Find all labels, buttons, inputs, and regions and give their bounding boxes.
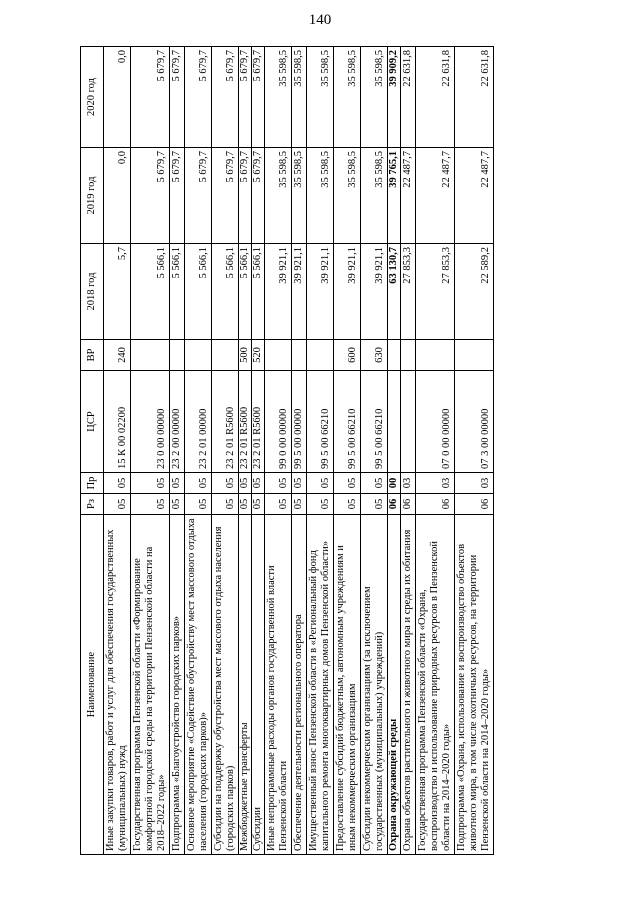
cell-vr [265, 340, 292, 371]
table-body [104, 47, 494, 855]
table-row [292, 47, 307, 855]
cell-csr: 07 3 00 00000 [455, 371, 494, 473]
cell-pr: 05 [361, 473, 388, 494]
budget-table [80, 46, 494, 855]
cell-vr [185, 340, 212, 371]
cell-2019: 35 598,5 [307, 148, 334, 244]
cell-name: Основное мероприятие «Содействие обустройству мест массового отдыха населения (городских парков)» [185, 515, 212, 855]
cell-2018: 39 921,1 [361, 244, 388, 340]
cell-2020: 35 598,5 [265, 47, 292, 148]
cell-2018: 5 566,1 [252, 244, 265, 340]
cell-name: Межбюджетные трансферты [239, 515, 252, 855]
cell-pr: 05 [104, 473, 131, 494]
cell-2020: 5 679,7 [239, 47, 252, 148]
cell-csr: 23 2 01 R5600 [212, 371, 239, 473]
table-row [334, 47, 361, 855]
cell-rz: 05 [292, 494, 307, 515]
cell-rz: 05 [361, 494, 388, 515]
cell-csr: 99 5 00 66210 [334, 371, 361, 473]
header-2020: 2020 год [81, 47, 104, 148]
cell-csr: 99 5 00 00000 [292, 371, 307, 473]
cell-2020: 35 598,5 [334, 47, 361, 148]
cell-2019: 35 598,5 [334, 148, 361, 244]
cell-vr: 520 [252, 340, 265, 371]
cell-2018: 5 566,1 [185, 244, 212, 340]
cell-name: Предоставление субсидий бюджетным, автономным учреждениям и иным некоммерческим организациям [334, 515, 361, 855]
cell-vr: 500 [239, 340, 252, 371]
cell-pr: 03 [455, 473, 494, 494]
cell-2019: 22 487,7 [401, 148, 416, 244]
cell-2018: 5 566,1 [131, 244, 170, 340]
cell-csr: 23 2 01 R5600 [239, 371, 252, 473]
table-row [455, 47, 494, 855]
cell-2019: 35 598,5 [292, 148, 307, 244]
cell-2018: 5 566,1 [239, 244, 252, 340]
cell-name: Имущественный взнос Пензенской области в «Региональный фонд капитального ремонта многоквартирных домов Пензенской области» [307, 515, 334, 855]
cell-2019: 35 598,5 [361, 148, 388, 244]
header-csr: ЦСР [81, 371, 104, 473]
cell-2018: 5 566,1 [170, 244, 185, 340]
cell-rz: 05 [265, 494, 292, 515]
cell-csr: 99 5 00 66210 [361, 371, 388, 473]
cell-vr [401, 340, 416, 371]
cell-vr [307, 340, 334, 371]
cell-csr: 23 0 00 00000 [131, 371, 170, 473]
cell-pr: 05 [170, 473, 185, 494]
header-rz: Рз [81, 494, 104, 515]
cell-rz: 05 [131, 494, 170, 515]
cell-2018: 5 566,1 [212, 244, 239, 340]
cell-vr [131, 340, 170, 371]
cell-csr: 23 2 01 R5600 [252, 371, 265, 473]
cell-pr: 05 [212, 473, 239, 494]
cell-rz: 06 [401, 494, 416, 515]
cell-2019: 35 598,5 [265, 148, 292, 244]
cell-vr [388, 340, 401, 371]
cell-rz: 05 [252, 494, 265, 515]
cell-pr: 03 [416, 473, 455, 494]
cell-name: Субсидии некоммерческим организациям (за исключением государственных (муниципальных) учреждений) [361, 515, 388, 855]
table-row [170, 47, 185, 855]
cell-2019: 5 679,7 [170, 148, 185, 244]
cell-vr [292, 340, 307, 371]
cell-csr [401, 371, 416, 473]
cell-2020: 5 679,7 [131, 47, 170, 148]
cell-2020: 5 679,7 [185, 47, 212, 148]
cell-2018: 39 921,1 [265, 244, 292, 340]
cell-2020: 0,0 [104, 47, 131, 148]
cell-rz: 05 [239, 494, 252, 515]
cell-pr: 05 [334, 473, 361, 494]
cell-csr: 23 2 00 00000 [170, 371, 185, 473]
cell-csr: 99 0 00 00000 [265, 371, 292, 473]
cell-csr: 23 2 01 00000 [185, 371, 212, 473]
cell-2018: 27 853,3 [401, 244, 416, 340]
cell-vr [212, 340, 239, 371]
cell-pr: 05 [252, 473, 265, 494]
table-header-row [81, 47, 104, 855]
cell-rz: 05 [212, 494, 239, 515]
cell-csr: 99 5 00 66210 [307, 371, 334, 473]
cell-name: Иные закупки товаров, работ и услуг для обеспечения государственных (муниципальных) нужд [104, 515, 131, 855]
rotated-table-container [80, 47, 632, 855]
cell-2019: 39 765,1 [388, 148, 401, 244]
cell-2018: 39 921,1 [334, 244, 361, 340]
cell-2018: 22 589,2 [455, 244, 494, 340]
cell-rz: 05 [170, 494, 185, 515]
cell-vr: 630 [361, 340, 388, 371]
header-vr: ВР [81, 340, 104, 371]
table-row [185, 47, 212, 855]
cell-2020: 22 631,8 [416, 47, 455, 148]
cell-pr: 05 [265, 473, 292, 494]
cell-2020: 22 631,8 [455, 47, 494, 148]
table-row [239, 47, 252, 855]
table-row [307, 47, 334, 855]
table-row [131, 47, 170, 855]
cell-rz: 05 [307, 494, 334, 515]
cell-name: Государственная программа Пензенской области «Формирование комфортной городской среды на территории Пензенской области на 2018–2022 годы» [131, 515, 170, 855]
header-name: Наименование [81, 515, 104, 855]
cell-2019: 22 487,7 [455, 148, 494, 244]
cell-vr [170, 340, 185, 371]
cell-pr: 05 [292, 473, 307, 494]
cell-vr [416, 340, 455, 371]
cell-name: Иные непрограммные расходы органов государственной власти Пензенской области [265, 515, 292, 855]
table-row [252, 47, 265, 855]
cell-rz: 06 [388, 494, 401, 515]
cell-2019: 5 679,7 [252, 148, 265, 244]
cell-2018: 63 130,7 [388, 244, 401, 340]
cell-pr: 05 [131, 473, 170, 494]
cell-rz: 06 [416, 494, 455, 515]
cell-vr: 600 [334, 340, 361, 371]
cell-pr: 00 [388, 473, 401, 494]
cell-2020: 5 679,7 [170, 47, 185, 148]
cell-vr [455, 340, 494, 371]
header-pr: Пр [81, 473, 104, 494]
table-row [388, 47, 401, 855]
cell-2019: 22 487,7 [416, 148, 455, 244]
table-row [416, 47, 455, 855]
cell-rz: 05 [185, 494, 212, 515]
cell-pr: 03 [401, 473, 416, 494]
cell-name: Охрана окружающей среды [388, 515, 401, 855]
cell-2019: 5 679,7 [212, 148, 239, 244]
cell-2018: 39 921,1 [307, 244, 334, 340]
table-row [212, 47, 239, 855]
cell-2020: 35 598,5 [361, 47, 388, 148]
cell-csr [388, 371, 401, 473]
cell-name: Подпрограмма «Благоустройство городских парков» [170, 515, 185, 855]
cell-csr: 15 К 00 02200 [104, 371, 131, 473]
cell-2020: 22 631,8 [401, 47, 416, 148]
cell-2019: 5 679,7 [239, 148, 252, 244]
cell-2019: 5 679,7 [131, 148, 170, 244]
cell-2020: 35 598,5 [292, 47, 307, 148]
header-2019: 2019 год [81, 148, 104, 244]
cell-2020: 5 679,7 [252, 47, 265, 148]
cell-name: Обеспечение деятельности регионального оператора [292, 515, 307, 855]
cell-rz: 05 [334, 494, 361, 515]
table-row [265, 47, 292, 855]
header-2018: 2018 год [81, 244, 104, 340]
cell-pr: 05 [239, 473, 252, 494]
cell-2020: 39 909,2 [388, 47, 401, 148]
table-row [361, 47, 388, 855]
cell-name: Государственная программа Пензенской области «Охрана, воспроизводство и использование природных ресурсов в Пензенской области на 2014–2020 годы» [416, 515, 455, 855]
cell-csr: 07 0 00 00000 [416, 371, 455, 473]
table-row [104, 47, 131, 855]
cell-name: Подпрограмма «Охрана, использование и воспроизводство объектов животного мира, в том числе охотничьих ресурсов, на территории Пензенской области на 2014–2020 годы» [455, 515, 494, 855]
cell-name: Охрана объектов растительного и животного мира и среды их обитания [401, 515, 416, 855]
cell-2019: 5 679,7 [185, 148, 212, 244]
cell-name: Субсидии на поддержку обустройства мест массового отдыха населения (городских парков) [212, 515, 239, 855]
cell-vr: 240 [104, 340, 131, 371]
cell-name: Субсидии [252, 515, 265, 855]
cell-2018: 5,7 [104, 244, 131, 340]
cell-rz: 06 [455, 494, 494, 515]
cell-2020: 5 679,7 [212, 47, 239, 148]
cell-2018: 39 921,1 [292, 244, 307, 340]
cell-pr: 05 [307, 473, 334, 494]
cell-2019: 0,0 [104, 148, 131, 244]
cell-rz: 05 [104, 494, 131, 515]
page-number: 140 [308, 12, 332, 28]
table-row [401, 47, 416, 855]
cell-pr: 05 [185, 473, 212, 494]
cell-2018: 27 853,3 [416, 244, 455, 340]
cell-2020: 35 598,5 [307, 47, 334, 148]
